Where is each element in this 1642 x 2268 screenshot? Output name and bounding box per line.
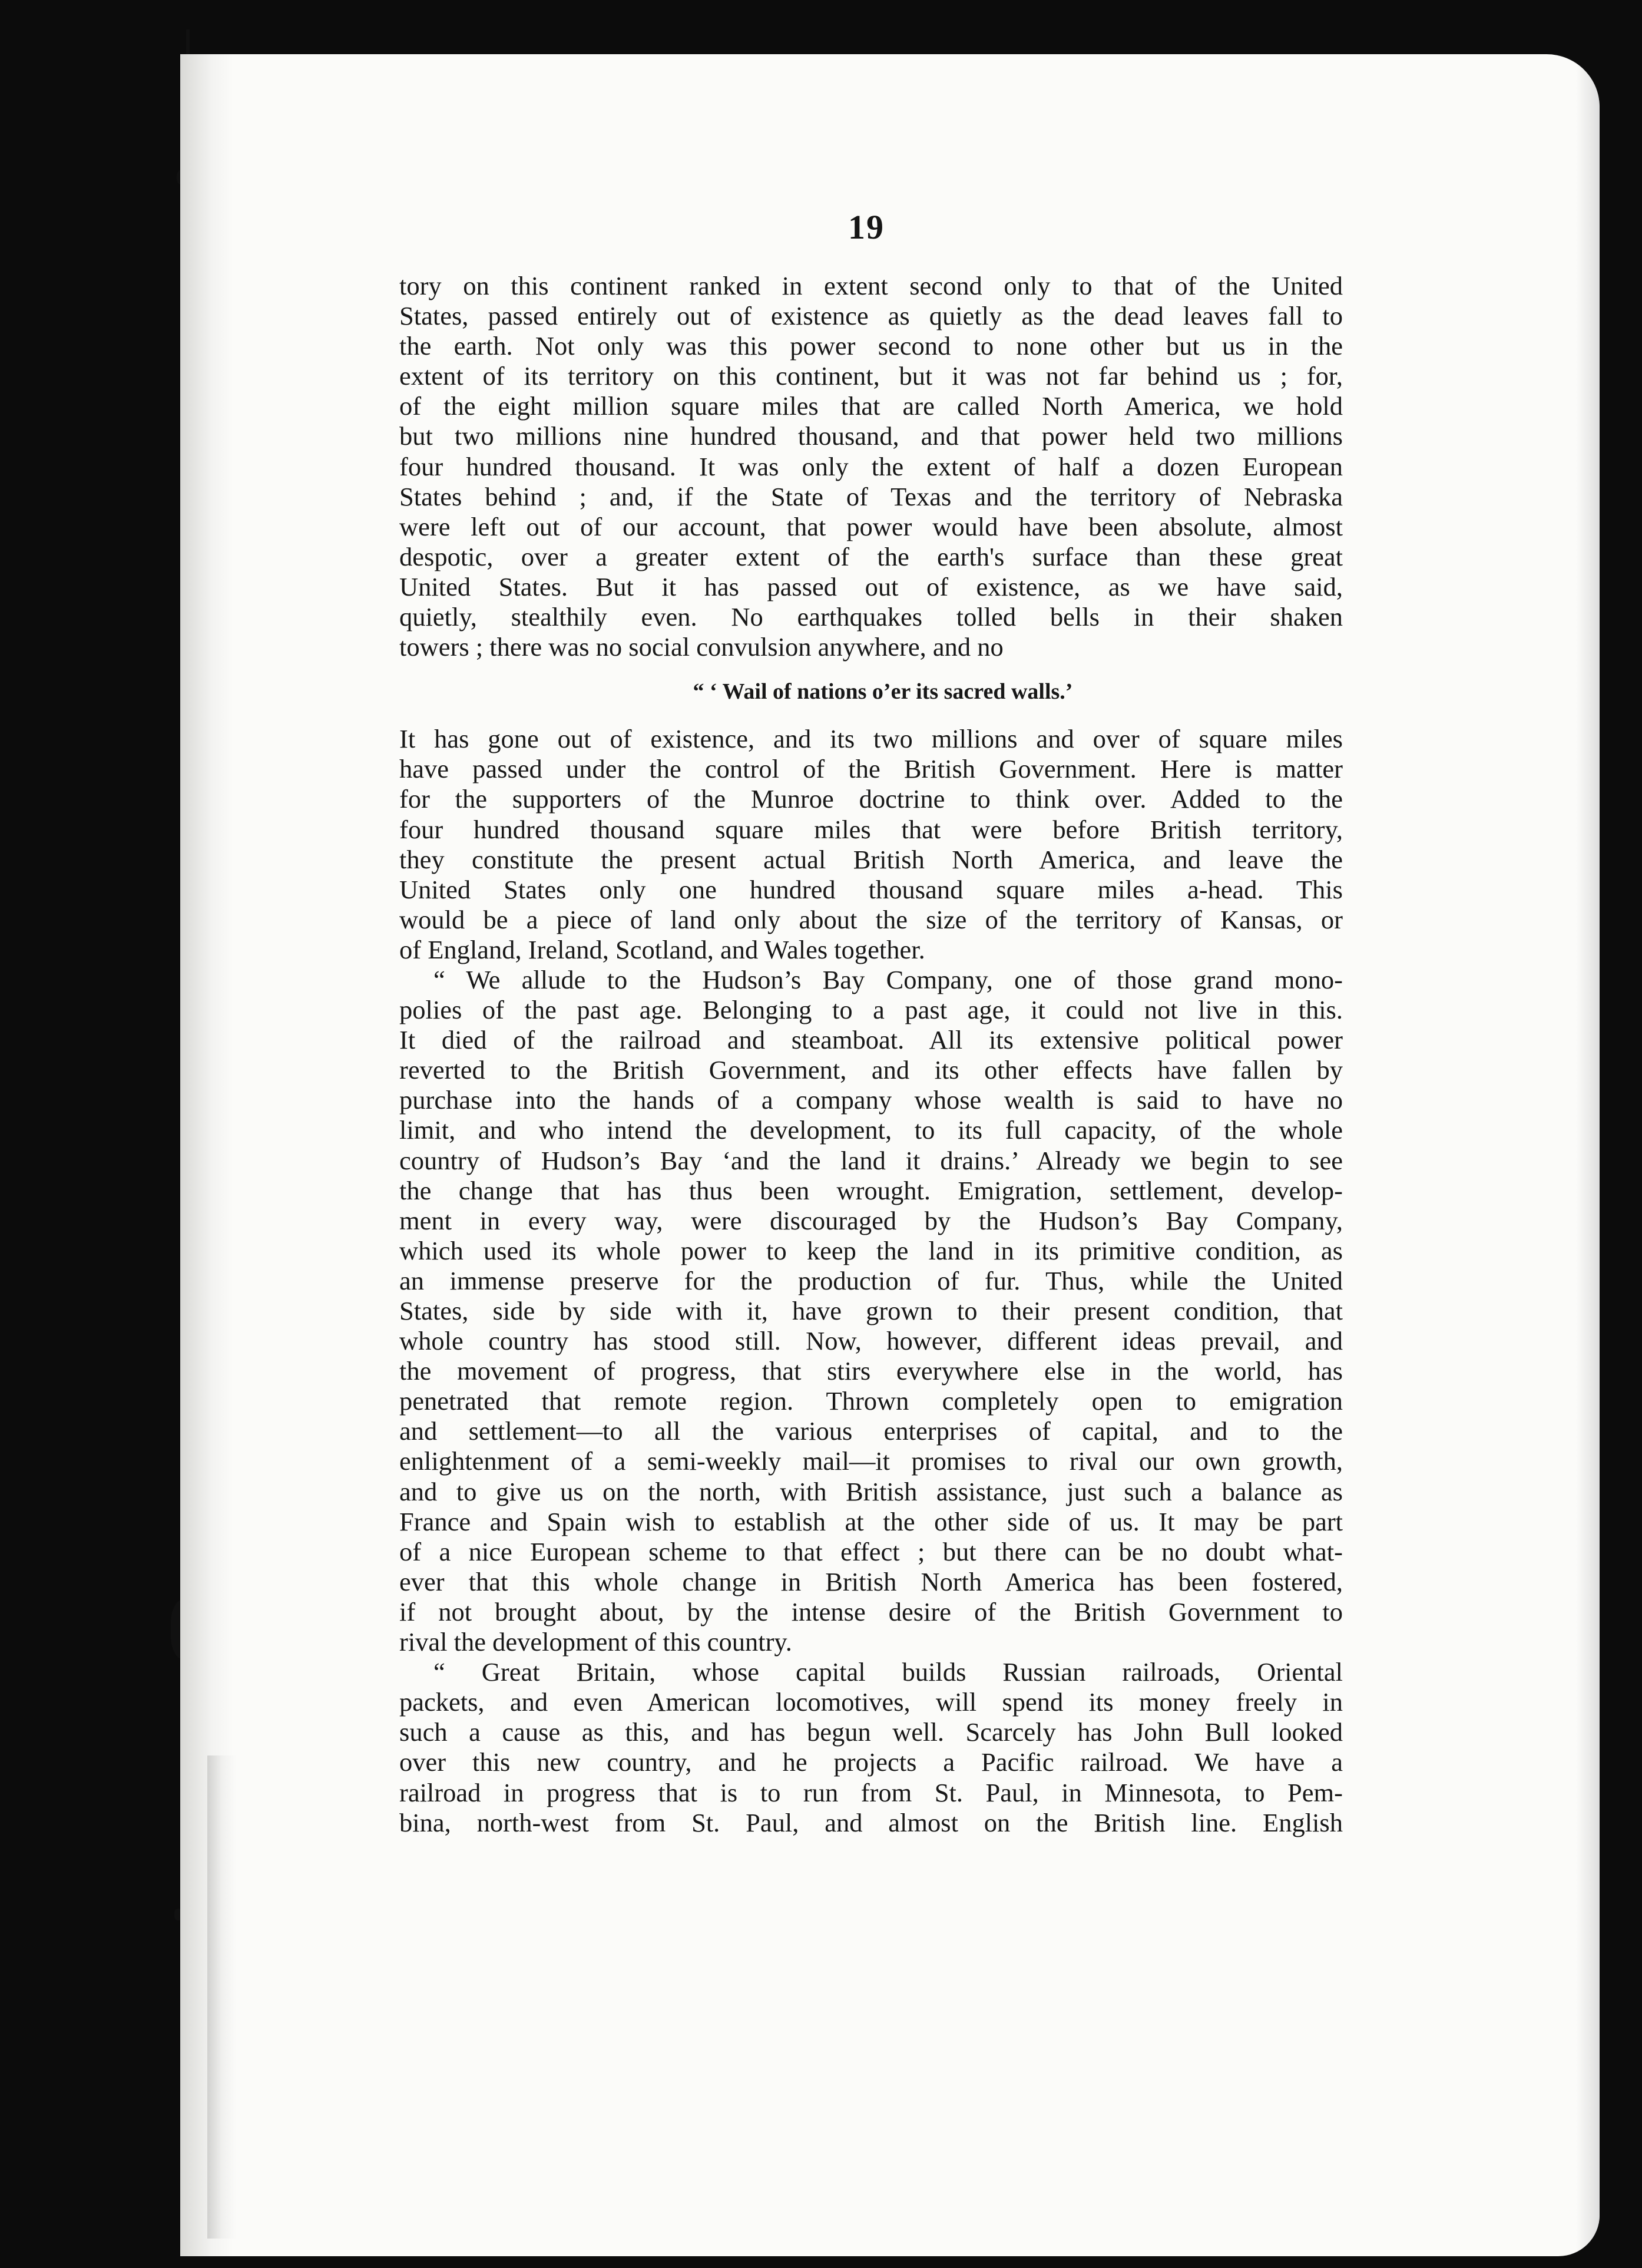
paragraph-4-line: railroad in progress that is to run from St. Paul, in Minnesota, to Pem- xyxy=(399,1777,1343,1807)
block-quote: “ ‘ Wail of nations o’er its sacred walls.’ xyxy=(693,679,1073,705)
paragraph-4-line: such a cause as this, and has begun well. Scarcely has John Bull looked xyxy=(399,1717,1343,1747)
paragraph-3-line: an immense preserve for the production of fur. Thus, while the United xyxy=(399,1265,1343,1295)
paragraph-3-line: purchase into the hands of a company whose wealth is said to have no xyxy=(399,1085,1343,1115)
paragraph-3-line: “ We allude to the Hudson’s Bay Company, one of those grand mono- xyxy=(433,964,1343,994)
paragraph-1-line: but two millions nine hundred thousand, and that power held two millions xyxy=(399,421,1343,451)
paragraph-3-line: and to give us on the north, with British assistance, just such a balance as xyxy=(399,1476,1343,1506)
paragraph-3-line: limit, and who intend the development, to its full capacity, of the whole xyxy=(399,1115,1343,1145)
paragraph-3-line: rival the development of this country. xyxy=(399,1627,792,1657)
paragraph-1-line: despotic, over a greater extent of the earth's surface than these great xyxy=(399,541,1343,571)
paragraph-2-line: they constitute the present actual British North America, and leave the xyxy=(399,844,1343,874)
paragraph-1-line: United States. But it has passed out of existence, as we have said, xyxy=(399,571,1343,601)
paragraph-2-line: four hundred thousand square miles that were before British territory, xyxy=(399,814,1343,844)
paragraph-1-line: were left out of our account, that power would have been absolute, almost xyxy=(399,511,1343,541)
page-number: 19 xyxy=(848,208,885,246)
body-text xyxy=(399,271,1343,1838)
paragraph-3-line: ment in every way, were discouraged by the Hudson’s Bay Company, xyxy=(399,1205,1343,1235)
paragraph-3-line: and settlement—to all the various enterprises of capital, and to the xyxy=(399,1416,1343,1446)
paragraph-3-line: the movement of progress, that stirs everywhere else in the world, has xyxy=(399,1356,1343,1386)
paragraph-3-line: if not brought about, by the intense desire of the British Government to xyxy=(399,1596,1343,1626)
paragraph-1-line: of the eight million square miles that are called North America, we hold xyxy=(399,391,1343,421)
paragraph-4-line: packets, and even American locomotives, will spend its money freely in xyxy=(399,1687,1343,1717)
paragraph-2-line: United States only one hundred thousand square miles a-head. This xyxy=(399,874,1343,904)
paragraph-1-line: States, passed entirely out of existence as quietly as the dead leaves fall to xyxy=(399,301,1343,331)
paragraph-3-line: whole country has stood still. Now, however, different ideas prevail, and xyxy=(399,1326,1343,1356)
paragraph-3-line: States, side by side with it, have grown to their present condition, that xyxy=(399,1296,1343,1325)
paragraph-4-line: over this new country, and he projects a Pacific railroad. We have a xyxy=(399,1747,1343,1777)
paragraph-4-line: bina, north-west from St. Paul, and almost on the British line. English xyxy=(399,1807,1343,1837)
paragraph-3-line: of a nice European scheme to that effect ; but there can be no doubt what- xyxy=(399,1536,1343,1566)
paragraph-2-line: have passed under the control of the British Government. Here is matter xyxy=(399,754,1343,784)
paragraph-2-line: for the supporters of the Munroe doctrine to think over. Added to the xyxy=(399,784,1343,814)
paragraph-1-line: extent of its territory on this continent, but it was not far behind us ; for, xyxy=(399,361,1343,391)
paragraph-1-line: quietly, stealthily even. No earthquakes tolled bells in their shaken xyxy=(399,602,1343,632)
paragraph-3-line: which used its whole power to keep the land in its primitive condition, as xyxy=(399,1235,1343,1265)
paragraph-1-line: the earth. Not only was this power second to none other but us in the xyxy=(399,331,1343,361)
paragraph-1-line: four hundred thousand. It was only the extent of half a dozen European xyxy=(399,451,1343,481)
paragraph-4-line: “ Great Britain, whose capital builds Russian railroads, Oriental xyxy=(433,1657,1343,1687)
paragraph-3-line: polies of the past age. Belonging to a past age, it could not live in this. xyxy=(399,995,1343,1025)
paragraph-3-line: It died of the railroad and steamboat. All its extensive political power xyxy=(399,1025,1343,1055)
paragraph-3-line: enlightenment of a semi-weekly mail—it promises to rival our own growth, xyxy=(399,1446,1343,1476)
page-edge-shadow xyxy=(1576,54,1600,2256)
paragraph-3-line: the change that has thus been wrought. Emigration, settlement, develop- xyxy=(399,1175,1343,1205)
paragraph-3-line: penetrated that remote region. Thrown completely open to emigration xyxy=(399,1386,1343,1416)
paragraph-1-line: States behind ; and, if the State of Texas and the territory of Nebraska xyxy=(399,481,1343,511)
page-crease xyxy=(207,1755,237,2239)
paragraph-2-line: would be a piece of land only about the size of the territory of Kansas, or xyxy=(399,904,1343,934)
paragraph-3-line: ever that this whole change in British North America has been fostered, xyxy=(399,1566,1343,1596)
paragraph-1-line: tory on this continent ranked in extent second only to that of the United xyxy=(399,271,1343,300)
paragraph-2-line: It has gone out of existence, and its two millions and over of square miles xyxy=(399,724,1343,754)
paragraph-3-line: reverted to the British Government, and its other effects have fallen by xyxy=(399,1055,1343,1085)
paragraph-2-line: of England, Ireland, Scotland, and Wales together. xyxy=(399,934,925,964)
paragraph-3-line: country of Hudson’s Bay ‘and the land it drains.’ Already we begin to see xyxy=(399,1145,1343,1175)
paragraph-3-line: France and Spain wish to establish at the other side of us. It may be part xyxy=(399,1506,1343,1536)
paragraph-1-line: towers ; there was no social convulsion anywhere, and no xyxy=(399,632,1004,662)
